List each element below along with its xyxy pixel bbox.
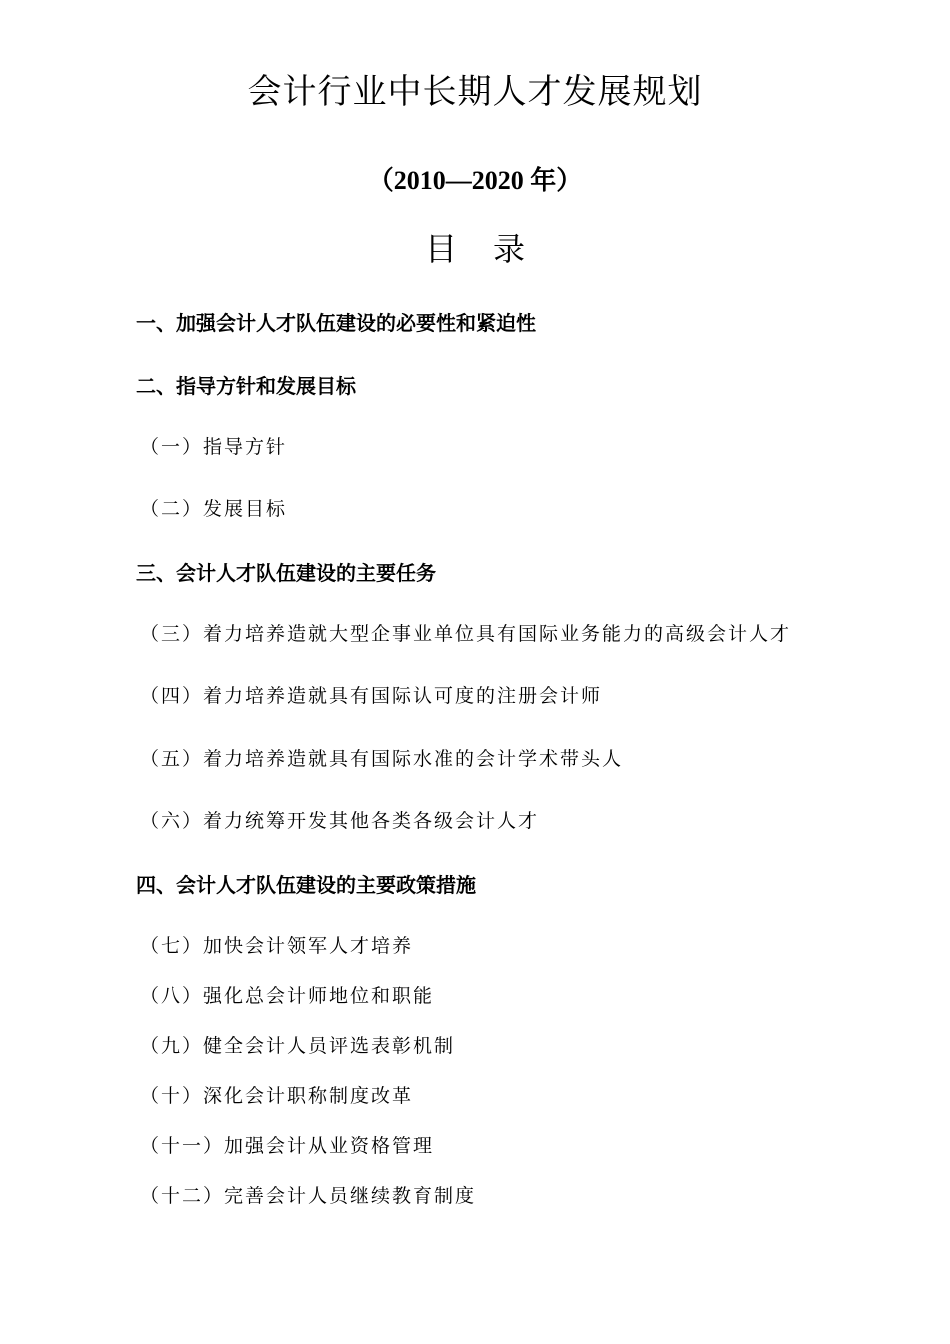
toc-item-7: （七）加快会计领军人才培养 (140, 935, 414, 957)
toc-item-11: （十一）加强会计从业资格管理 (140, 1135, 435, 1157)
toc-item-1: （一）指导方针 (140, 436, 288, 458)
toc-item-6: （六）着力统筹开发其他各类各级会计人才 (140, 810, 540, 832)
toc-section-3: 三、会计人才队伍建设的主要任务 (136, 561, 436, 585)
toc-section-4: 四、会计人才队伍建设的主要政策措施 (136, 873, 476, 897)
toc-item-9: （九）健全会计人员评选表彰机制 (140, 1035, 456, 1057)
toc-item-8: （八）强化总会计师地位和职能 (140, 985, 435, 1007)
toc-item-2: （二）发展目标 (140, 498, 288, 520)
toc-item-12: （十二）完善会计人员继续教育制度 (140, 1185, 477, 1207)
document-subtitle: （2010—2020 年） (367, 166, 583, 195)
toc-item-4: （四）着力培养造就具有国际认可度的注册会计师 (140, 685, 603, 707)
toc-section-2: 二、指导方针和发展目标 (136, 374, 356, 398)
toc-item-10: （十）深化会计职称制度改革 (140, 1085, 414, 1107)
toc-section-1: 一、加强会计人才队伍建设的必要性和紧迫性 (136, 311, 536, 335)
document-title: 会计行业中长期人才发展规划 (247, 72, 703, 112)
toc-item-3: （三）着力培养造就大型企事业单位具有国际业务能力的高级会计人才 (140, 623, 792, 645)
toc-heading: 目录 (424, 230, 561, 268)
toc-item-5: （五）着力培养造就具有国际水准的会计学术带头人 (140, 748, 624, 770)
